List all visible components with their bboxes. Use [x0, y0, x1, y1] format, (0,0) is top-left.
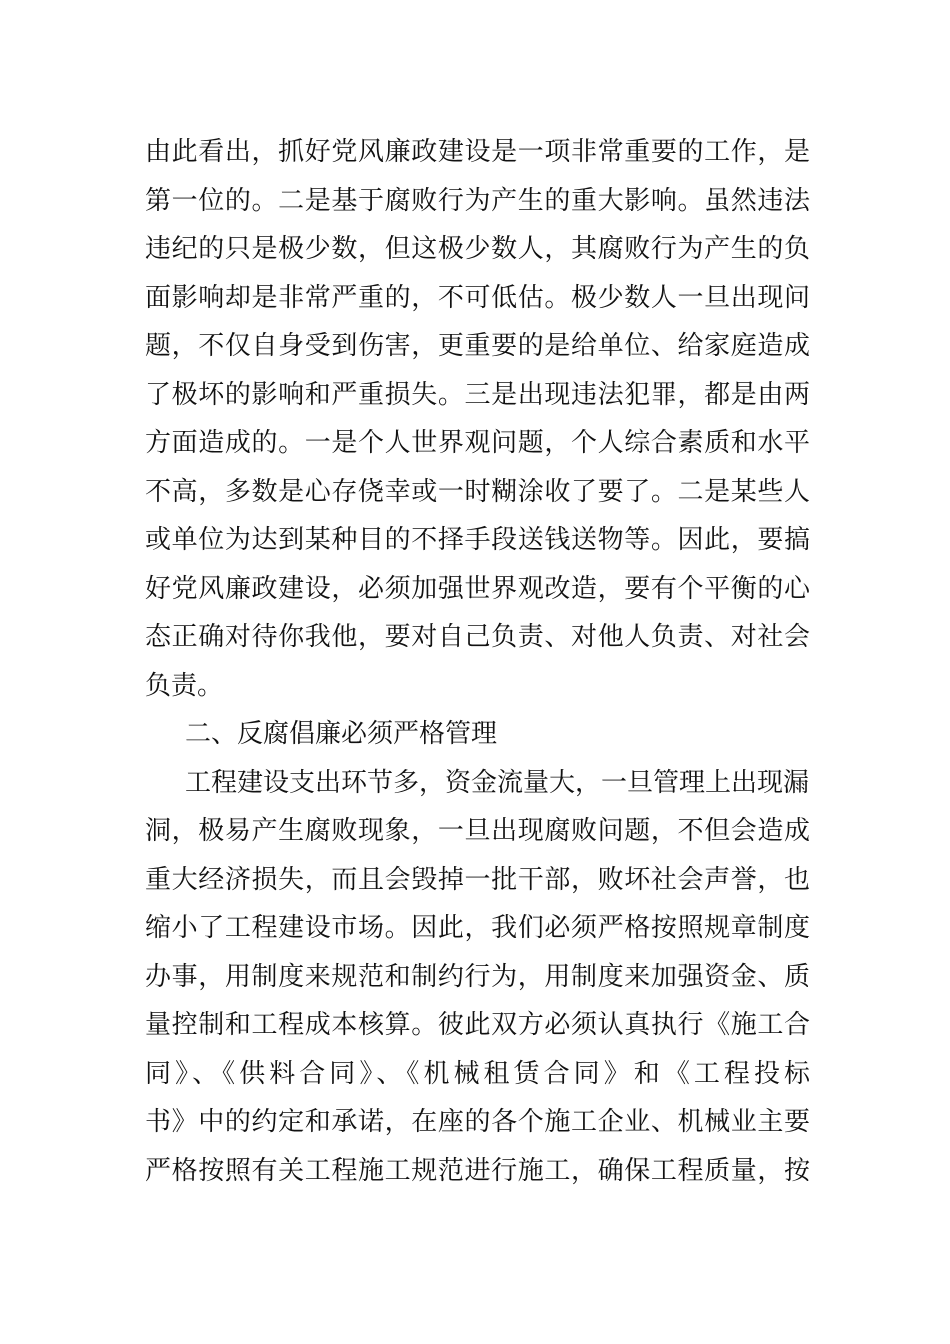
text-line: 办事，用制度来规范和制约行为，用制度来加强资金、质	[145, 961, 810, 992]
text-line: 重大经济损失，而且会毁掉一批干部，败坏社会声誉，也	[145, 864, 810, 895]
text-line: 量控制和工程成本核算。彼此双方必须认真执行《施工合	[145, 1010, 810, 1040]
paragraph-1	[145, 128, 810, 710]
text-line: 严格按照有关工程施工规范进行施工，确保工程质量，按	[145, 1155, 810, 1186]
text-line: 态正确对待你我他，要对自己负责、对他人负责、对社会	[145, 622, 810, 652]
text-line: 或单位为达到某种目的不择手段送钱送物等。因此，要搞	[145, 525, 810, 555]
text-line: 了极坏的影响和严重损失。三是出现违法犯罪，都是由两	[145, 379, 810, 410]
text-line: 第一位的。二是基于腐败行为产生的重大影响。虽然违法	[145, 185, 810, 216]
text-line: 方面造成的。一是个人世界观问题，个人综合素质和水平	[145, 428, 810, 458]
text-line: 同》、《供料合同》、《机械租赁合同》和《工程投标	[145, 1058, 810, 1089]
text-line: 不高，多数是心存侥幸或一时糊涂收了要了。二是某些人	[145, 476, 810, 507]
text-line: 缩小了工程建设市场。因此，我们必须严格按照规章制度	[145, 913, 810, 943]
text-line: 工程建设支出环节多，资金流量大，一旦管理上出现漏	[185, 767, 810, 798]
section-heading: 二、反腐倡廉必须严格管理	[185, 719, 498, 749]
paragraph-2	[145, 759, 810, 1196]
text-line: 书》中的约定和承诺，在座的各个施工企业、机械业主要	[145, 1107, 810, 1137]
document-body	[145, 128, 810, 1195]
text-line: 负责。	[145, 670, 224, 701]
text-line: 由此看出，抓好党风廉政建设是一项非常重要的工作，是	[145, 137, 810, 167]
text-line: 面影响却是非常严重的，不可低估。极少数人一旦出现问	[145, 282, 810, 313]
text-line: 题，不仅自身受到伤害，更重要的是给单位、给家庭造成	[145, 331, 810, 361]
text-line: 违纪的只是极少数，但这极少数人，其腐败行为产生的负	[145, 234, 810, 264]
text-line: 好党风廉政建设，必须加强世界观改造，要有个平衡的心	[145, 573, 810, 604]
text-line: 洞，极易产生腐败现象，一旦出现腐败问题，不但会造成	[145, 816, 810, 846]
